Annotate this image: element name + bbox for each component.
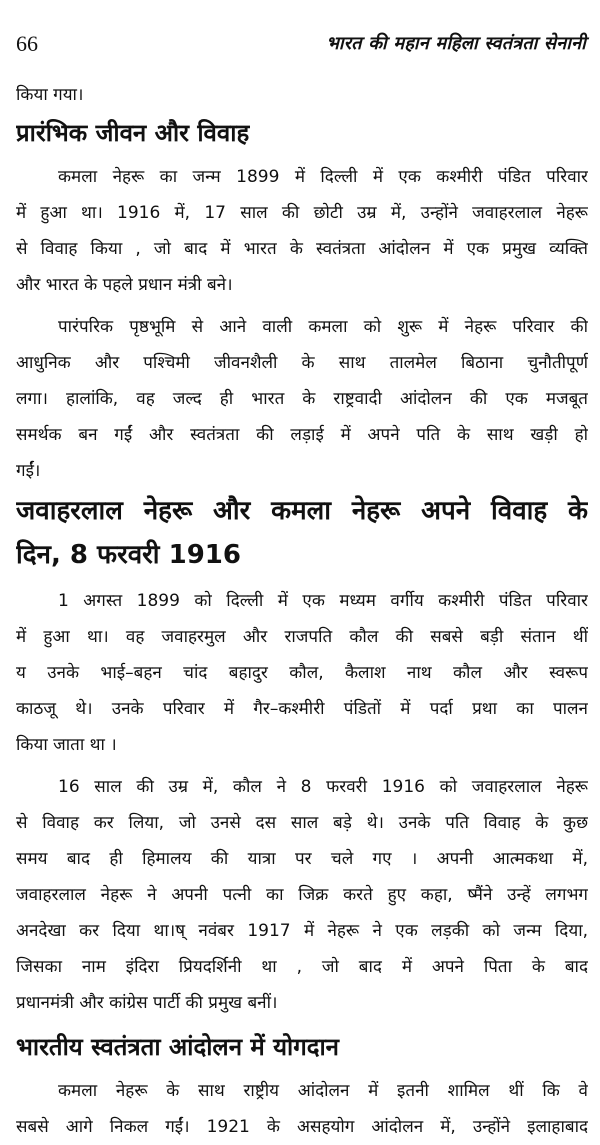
text-line: में हुआ था। वह जवाहरमुल और राजपति कौल की सबसे बड़ी संतान थीं (16, 627, 588, 647)
paragraph (16, 1073, 588, 1145)
text-line: 1 अगस्त 1899 को दिल्ली में एक मध्यम वर्गीय कश्मीरी पंडित परिवार (58, 591, 588, 611)
section-heading-contribution: भारतीय स्वतंत्रता आंदोलन में योगदान (16, 1033, 340, 1061)
page-body (16, 77, 588, 1145)
text-line: कमला नेहरू का जन्म 1899 में दिल्ली में एक कश्मीरी पंडित परिवार (58, 167, 588, 187)
text-line: काठजू थे। उनके परिवार में गैर–कश्मीरी पंडितों में पर्दा प्रथा का पालन (16, 699, 588, 719)
text-line: प्रधानमंत्री और कांग्रेस पार्टी की प्रमुख बनीं। (16, 993, 278, 1013)
paragraph (16, 159, 588, 303)
paragraph (16, 309, 588, 489)
text-line: समय बाद ही हिमालय की यात्रा पर चले गए । अपनी आत्मकथा में, (16, 849, 588, 869)
text-line: से विवाह किया , जो बाद में भारत के स्वतंत्रता आंदोलन में एक प्रमुख व्यक्ति (16, 239, 588, 259)
photo-caption-heading-date: दिन, 8 फरवरी 1916 (16, 540, 241, 570)
text-line: अनदेखा कर दिया था।ष् नवंबर 1917 में नेहरू ने एक लड़की को जन्म दिया, (16, 921, 588, 941)
text-line: 16 साल की उम्र में, कौल ने 8 फरवरी 1916 को जवाहरलाल नेहरू (58, 777, 588, 797)
book-title: भारत की महान महिला स्वतंत्रता सेनानी (326, 33, 586, 54)
text-line: से विवाह कर लिया, जो उनसे दस साल बड़े थे। उनके पति विवाह के कुछ (16, 813, 588, 833)
paragraph (16, 769, 588, 1021)
text-line: और भारत के पहले प्रधान मंत्री बने। (16, 275, 233, 295)
text-line: किया जाता था । (16, 735, 117, 755)
text-line: समर्थक बन गईं और स्वतंत्रता की लड़ाई में अपने पति के साथ खड़ी हो (16, 425, 588, 445)
text-line: जवाहरलाल नेहरू ने अपनी पत्नी का जिक्र करते हुए कहा, ष्मैंने उन्हें लगभग (16, 885, 588, 905)
text-line: पारंपरिक पृष्ठभूमि से आने वाली कमला को शुरू में नेहरू परिवार की (58, 317, 588, 337)
text-line: किया गया। (16, 85, 84, 105)
page-number: 66 (16, 31, 38, 56)
text-line: आधुनिक और पश्चिमी जीवनशैली के साथ तालमेल बिठाना चुनौतीपूर्ण (16, 353, 588, 373)
text-line: सबसे आगे निकल गईं। 1921 के असहयोग आंदोलन में, उन्होंने इलाहाबाद (16, 1117, 588, 1137)
paragraph (16, 583, 588, 763)
text-line: य उनके भाई–बहन चांद बहादुर कौल, कैलाश नाथ कौल और स्वरूप (16, 663, 588, 683)
text-line: में हुआ था। 1916 में, 17 साल की छोटी उम्र में, उन्होंने जवाहरलाल नेहरू (16, 203, 588, 223)
section-heading-early-life: प्रारंभिक जीवन और विवाह (16, 119, 250, 147)
text-line: लगा। हालांकि, वह जल्द ही भारत के राष्ट्रवादी आंदोलन की एक मजबूत (16, 389, 588, 409)
photo-caption-heading: जवाहरलाल नेहरू और कमला नेहरू अपने विवाह के (16, 496, 588, 526)
text-line: जिसका नाम इंदिरा प्रियदर्शिनी था , जो बाद में अपने पिता के बाद (16, 957, 588, 977)
text-line: कमला नेहरू के साथ राष्ट्रीय आंदोलन में इतनी शामिल थीं कि वे (58, 1081, 588, 1101)
text-line: गईं। (16, 461, 41, 481)
running-header (16, 30, 586, 60)
